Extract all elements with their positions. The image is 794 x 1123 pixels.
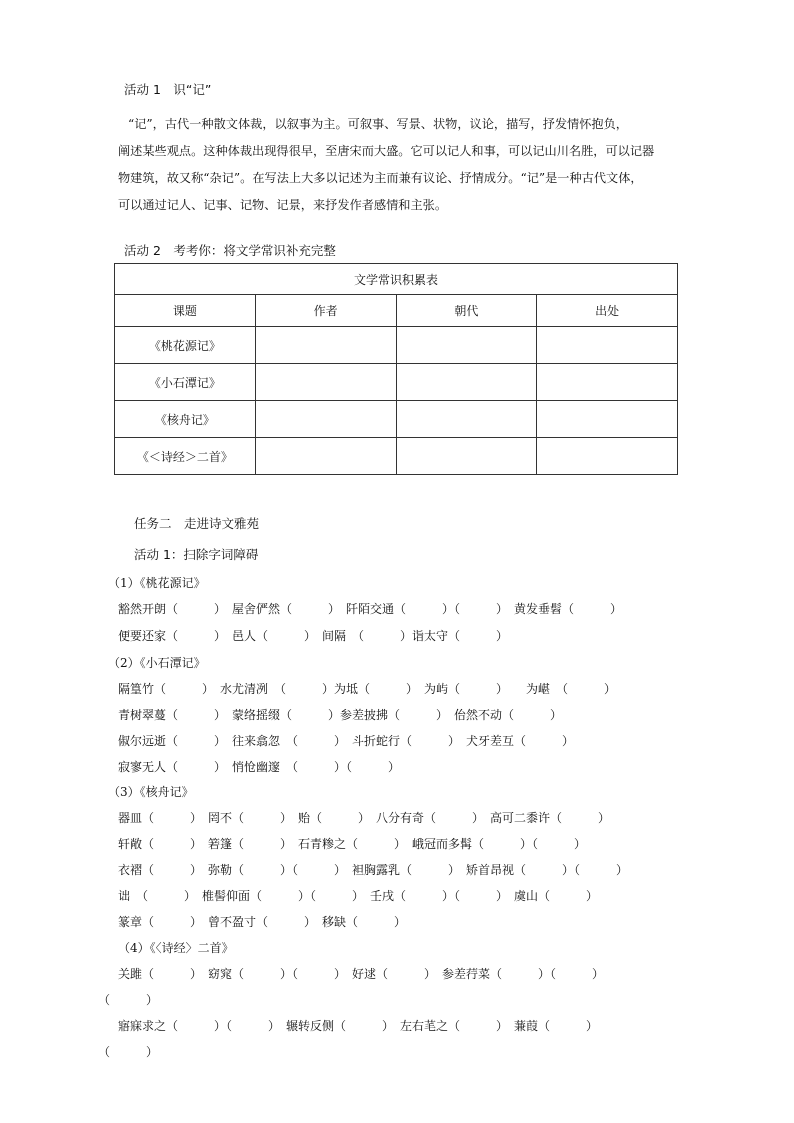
vocab-line: 衣褶（ ） 弥勒（ ）（ ） 袒胸露乳（ ） 矫首昂视（ ）（ ）: [118, 863, 629, 877]
vocab-line: 篆章（ ） 曾不盈寸（ ） 移缺（ ）: [118, 915, 407, 929]
task2-activity-title: 活动 1：扫除字词障碍: [134, 547, 259, 562]
section-heading-taohuayuan: （1）《桃花源记》: [108, 576, 206, 590]
table-cell-title: 《核舟记》: [115, 401, 256, 438]
activity1-para-line-3: 物建筑，故又称“杂记”。在写法上大多以记述为主而兼有议论、抒情成分。“记”是一种古代文体，: [118, 171, 643, 185]
section-heading-shijing: （4）《〈诗经〉二首》: [118, 941, 234, 955]
vocab-line: 便要还家（ ） 邑人（ ） 间隔 （ ）诣太守（ ）: [118, 629, 509, 643]
vocab-line: 轩敞（ ） 箬篷（ ） 石青糁之（ ） 峨冠而多髯（ ）（ ）: [118, 837, 587, 851]
table-cell-source[interactable]: [537, 364, 678, 401]
activity1-para-line-4: 可以通过记人、记事、记物、记景，来抒发作者感情和主张。: [118, 198, 448, 212]
section-heading-hezhouji: （3）《核舟记》: [108, 785, 194, 799]
table-cell-dynasty[interactable]: [396, 327, 537, 364]
table-header-title: 课题: [115, 295, 256, 327]
vocab-line: （ ）: [98, 993, 159, 1007]
vocab-line: 寂寥无人（ ） 悄怆幽邃 （ ）（ ）: [118, 760, 401, 774]
table-caption: 文学常识积累表: [115, 264, 678, 295]
literature-knowledge-table: [114, 263, 678, 475]
table-header-author: 作者: [255, 295, 396, 327]
activity1-para-line-2: 阐述某些观点。这种体裁出现得很早，至唐宋而大盛。它可以记人和事，可以记山川名胜，可以记器: [118, 144, 655, 158]
vocab-line: 隔篁竹（ ） 水尤清冽 （ ）为坻（ ） 为屿（ ） 为嵁 （ ）: [118, 682, 617, 696]
table-cell-author[interactable]: [255, 364, 396, 401]
table-cell-source[interactable]: [537, 438, 678, 475]
vocab-line: 关雎（ ） 窈窕（ ）（ ） 好逑（ ） 参差荇菜（ ）（ ）: [118, 967, 605, 981]
activity1-title: 活动 1 识“记”: [124, 82, 212, 97]
section-heading-xiaoshitan: （2）《小石潭记》: [108, 656, 206, 670]
task2-title: 任务二 走进诗文雅苑: [134, 516, 260, 531]
table-cell-title: 《＜诗经＞二首》: [115, 438, 256, 475]
table-cell-author[interactable]: [255, 327, 396, 364]
table-header-dynasty: 朝代: [396, 295, 537, 327]
table-row: [115, 438, 678, 475]
table-cell-dynasty[interactable]: [396, 401, 537, 438]
vocab-line: 寤寐求之（ ）（ ） 辗转反侧（ ） 左右芼之（ ） 蒹葭（ ）: [118, 1019, 599, 1033]
table-cell-title: 《小石潭记》: [115, 364, 256, 401]
activity2-title: 活动 2 考考你：将文学常识补充完整: [124, 243, 336, 258]
table-header-source: 出处: [537, 295, 678, 327]
vocab-line: 豁然开朗（ ） 屋舍俨然（ ） 阡陌交通（ ）（ ） 黄发垂髫（ ）: [118, 602, 623, 616]
table-cell-author[interactable]: [255, 438, 396, 475]
table-cell-dynasty[interactable]: [396, 364, 537, 401]
vocab-line: 器皿（ ） 罔不（ ） 贻（ ） 八分有奇（ ） 高可二黍许（ ）: [118, 811, 611, 825]
table-row: [115, 327, 678, 364]
table-cell-source[interactable]: [537, 327, 678, 364]
table-cell-title: 《桃花源记》: [115, 327, 256, 364]
vocab-line: 俶尔远逝（ ） 往来翕忽 （ ） 斗折蛇行（ ） 犬牙差互（ ）: [118, 734, 575, 748]
table-cell-dynasty[interactable]: [396, 438, 537, 475]
table-cell-source[interactable]: [537, 401, 678, 438]
table-row: [115, 364, 678, 401]
vocab-line: 诎 （ ） 椎髻仰面（ ）（ ） 壬戌（ ）（ ） 虞山（ ）: [118, 889, 599, 903]
vocab-line: （ ）: [98, 1045, 159, 1059]
table-cell-author[interactable]: [255, 401, 396, 438]
vocab-line: 青树翠蔓（ ） 蒙络摇缀（ ）参差披拂（ ） 佁然不动（ ）: [118, 708, 563, 722]
activity1-paragraph: [118, 111, 684, 219]
table-row: [115, 401, 678, 438]
activity1-para-line-1: “记”，古代一种散文体裁，以叙事为主。可叙事、写景、状物，议论，描写，抒发情怀抱负，: [128, 117, 628, 131]
